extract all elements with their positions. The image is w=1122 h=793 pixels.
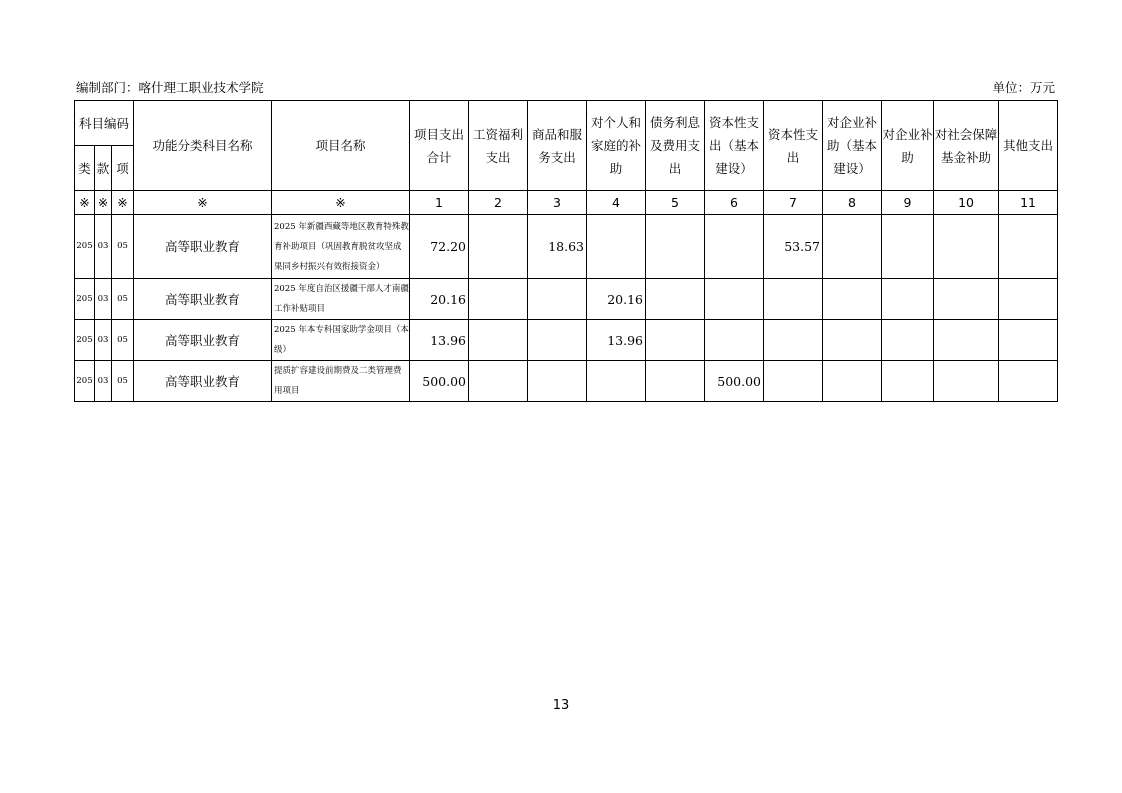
amount-cell: 13.96 [410, 320, 469, 361]
amount-cell [469, 215, 528, 279]
amount-cell: 500.00 [410, 361, 469, 402]
func-name-cell: 高等职业教育 [134, 215, 272, 279]
amount-cell: 18.63 [528, 215, 587, 279]
code-xiang: 05 [112, 361, 134, 402]
column-number: 10 [934, 191, 999, 215]
amount-cell [934, 215, 999, 279]
code-lei: 205 [75, 320, 95, 361]
project-name-cell: 提质扩容建设前期费及二类管理费用项目 [272, 361, 410, 402]
amount-cell [528, 279, 587, 320]
amount-cell [764, 320, 823, 361]
column-number: 7 [764, 191, 823, 215]
amount-cell [646, 215, 705, 279]
amount-cell: 500.00 [705, 361, 764, 402]
amount-cell [999, 320, 1058, 361]
code-group-header: 科目编码 [75, 101, 134, 146]
amount-cell [528, 361, 587, 402]
amount-header: 商品和服务支出 [528, 101, 587, 191]
func-name-cell: 高等职业教育 [134, 320, 272, 361]
column-number: 8 [823, 191, 882, 215]
column-number: 1 [410, 191, 469, 215]
code-xiang: 05 [112, 215, 134, 279]
code-col-kuan: 款 [95, 146, 112, 191]
amount-cell [528, 320, 587, 361]
project-name-cell: 2025 年本专科国家助学金项目（本级） [272, 320, 410, 361]
amount-header: 对企业补助 [882, 101, 934, 191]
amount-cell: 53.57 [764, 215, 823, 279]
code-kuan: 03 [95, 215, 112, 279]
column-number-row [75, 191, 1058, 215]
amount-header: 资本性支出 [764, 101, 823, 191]
table-row [75, 361, 1058, 402]
amount-header: 其他支出 [999, 101, 1058, 191]
amount-cell [705, 215, 764, 279]
amount-cell [934, 361, 999, 402]
amount-cell [646, 320, 705, 361]
amount-cell [469, 320, 528, 361]
table-row [75, 320, 1058, 361]
amount-cell [646, 279, 705, 320]
column-number: 4 [587, 191, 646, 215]
amount-cell [823, 215, 882, 279]
page-header [76, 78, 1055, 98]
column-number: 3 [528, 191, 587, 215]
amount-cell [823, 361, 882, 402]
code-lei: 205 [75, 279, 95, 320]
amount-cell: 20.16 [410, 279, 469, 320]
func-name-cell: 高等职业教育 [134, 361, 272, 402]
mark-cell: ※ [112, 191, 134, 215]
page-number: 13 [552, 698, 570, 713]
amount-cell [999, 215, 1058, 279]
column-number: 5 [646, 191, 705, 215]
amount-cell [469, 361, 528, 402]
amount-header: 债务利息及费用支出 [646, 101, 705, 191]
amount-cell: 13.96 [587, 320, 646, 361]
amount-header: 项目支出合计 [410, 101, 469, 191]
column-number: 11 [999, 191, 1058, 215]
department-label: 编制部门：喀什理工职业技术学院 [76, 80, 264, 95]
amount-cell [764, 361, 823, 402]
column-number: 6 [705, 191, 764, 215]
code-col-xiang: 项 [112, 146, 134, 191]
amount-cell [934, 279, 999, 320]
amount-cell [705, 320, 764, 361]
amount-cell: 72.20 [410, 215, 469, 279]
code-kuan: 03 [95, 279, 112, 320]
amount-header: 对社会保障基金补助 [934, 101, 999, 191]
code-lei: 205 [75, 215, 95, 279]
amount-cell [823, 279, 882, 320]
amount-cell [882, 361, 934, 402]
amount-cell [999, 361, 1058, 402]
amount-cell [882, 215, 934, 279]
code-col-lei: 类 [75, 146, 95, 191]
project-expenditure-table [74, 100, 1058, 402]
mark-cell: ※ [75, 191, 95, 215]
amount-cell [646, 361, 705, 402]
amount-cell [705, 279, 764, 320]
project-name-cell: 2025 年度自治区援疆干部人才南疆工作补贴项目 [272, 279, 410, 320]
header-row [75, 101, 1058, 146]
mark-cell: ※ [95, 191, 112, 215]
column-number: 2 [469, 191, 528, 215]
project-name-header: 项目名称 [272, 101, 410, 191]
amount-header: 工资福利支出 [469, 101, 528, 191]
amount-header: 对企业补助（基本建设） [823, 101, 882, 191]
amount-cell [934, 320, 999, 361]
code-kuan: 03 [95, 320, 112, 361]
amount-cell [587, 215, 646, 279]
code-kuan: 03 [95, 361, 112, 402]
code-xiang: 05 [112, 320, 134, 361]
amount-header: 资本性支出（基本建设） [705, 101, 764, 191]
amount-cell [999, 279, 1058, 320]
amount-cell: 20.16 [587, 279, 646, 320]
code-lei: 205 [75, 361, 95, 402]
project-name-cell: 2025 年新疆西藏等地区教育特殊教育补助项目（巩固教育脱贫攻坚成果同乡村振兴有效衔接资金） [272, 215, 410, 279]
code-xiang: 05 [112, 279, 134, 320]
mark-cell: ※ [134, 191, 272, 215]
func-name-header: 功能分类科目名称 [134, 101, 272, 191]
amount-cell [823, 320, 882, 361]
mark-cell: ※ [272, 191, 410, 215]
amount-cell [882, 279, 934, 320]
amount-cell [587, 361, 646, 402]
amount-cell [882, 320, 934, 361]
unit-label: 单位：万元 [992, 80, 1055, 95]
column-number: 9 [882, 191, 934, 215]
table-row [75, 215, 1058, 279]
table-row [75, 279, 1058, 320]
func-name-cell: 高等职业教育 [134, 279, 272, 320]
amount-header: 对个人和家庭的补助 [587, 101, 646, 191]
amount-cell [764, 279, 823, 320]
amount-cell [469, 279, 528, 320]
